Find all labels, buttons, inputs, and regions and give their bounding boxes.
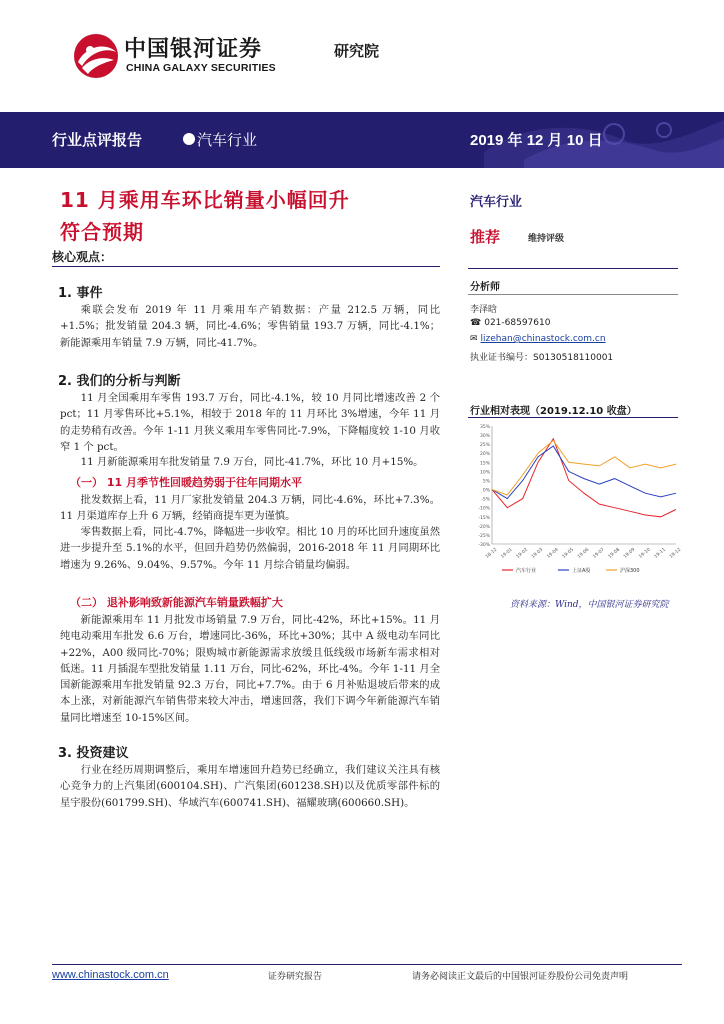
divider: [52, 266, 440, 267]
x-tick-label: 19-07: [592, 547, 606, 560]
legend-label: 沪深300: [620, 568, 640, 574]
license-number: 执业证书编号：S0130518110001: [470, 353, 614, 363]
paragraph-investment: 行业在经历周期调整后，乘用车增速回升趋势已经确立，我们建议关注具有核心竞争力的上汽集团(600104.SH)、广汽集团(601238.SH)以及优质零部件标的星宇股份(601799.SH)、华域汽车(600741.SH)、福耀玻璃(600660.SH)。: [60, 764, 440, 809]
y-tick-label: -20%: [478, 524, 490, 530]
x-tick-label: 19-09: [623, 547, 637, 560]
report-date: 2019 年 12 月 10 日: [470, 132, 603, 149]
footer-divider: [52, 964, 682, 965]
rating-badge: 推荐: [470, 228, 501, 246]
y-tick-label: 15%: [479, 461, 490, 467]
footer-website-link[interactable]: www.chinastock.com.cn: [52, 969, 169, 981]
analyst-label: 分析师: [470, 282, 500, 293]
brand-logo: [72, 30, 402, 82]
report-type: 行业点评报告: [52, 131, 143, 149]
report-banner: [0, 112, 724, 168]
paragraph-nev-detail: 新能源乘用车 11 月批发市场销量 7.9 万台，同比-42%，环比+15%。11 月纯电动乘用车批发 6.6 万台，增速同比-36%，环比+30%；其中 A 级电动车同比+22%，A00 级同比-70%；限购城市新能源需求放缓且低线级市场新车需求相对低迷。11 月插混车型批发销量 1.11 万台，同比-62%，环比-4%。今年 1-11 月全国新能源乘用车批发销量 92.3 万台，同比+7.7%。由于 6 月补贴退坡后带来的成本上涨，对新能源汽车销售带来较大冲击，增速回落，我们下调今年新能源汽车销量同比增速至 10-15%区间。: [60, 614, 440, 724]
y-tick-label: 10%: [479, 470, 490, 476]
y-tick-label: 0%: [482, 488, 490, 494]
series-line: [492, 446, 676, 499]
analyst-email: [470, 334, 606, 344]
relative-performance-chart: [470, 420, 682, 580]
divider: [468, 268, 678, 269]
y-tick-label: -15%: [478, 515, 490, 521]
divider: [468, 417, 678, 418]
email-icon: ✉: [470, 334, 478, 344]
report-title-line2: 符合预期: [60, 220, 144, 244]
phone-number: 021-68597610: [484, 318, 551, 328]
y-tick-label: 5%: [482, 479, 490, 485]
y-tick-label: -25%: [478, 533, 490, 539]
x-tick-label: 19-04: [546, 547, 560, 560]
banner-industry: 汽车行业: [197, 131, 258, 149]
phone-icon: ☎: [470, 318, 482, 328]
paragraph-nev-summary: 11 月新能源乘用车批发销量 7.9 万台，同比-41.7%，环比 10 月+15%。: [80, 456, 424, 468]
y-tick-label: 30%: [479, 434, 490, 440]
chart-source: 资料来源：Wind，中国银河证券研究院: [510, 600, 669, 610]
y-tick-label: -30%: [478, 543, 490, 548]
x-tick-label: 19-12: [669, 547, 682, 560]
paragraph-retail: 11 月全国乘用车零售 193.7 万台，同比-4.1%，较 10 月同比增速改善 2 个 pct；11 月零售环比+5.1%，相较于 2018 年的 11 月环比 3%增速，今年 11 月的走势稍有改善。今年 1-11 月狭义乘用车零售同比-7.9%，下降幅度较 1-10 月收窄 1 个 pct。: [60, 392, 440, 453]
analyst-name: 李泽晗: [470, 305, 498, 315]
divider: [468, 294, 678, 295]
y-tick-label: 20%: [479, 452, 490, 458]
x-tick-label: 19-03: [531, 547, 545, 560]
logo-english-name: CHINA GALAXY SECURITIES: [126, 62, 276, 74]
x-tick-label: 19-05: [561, 547, 575, 560]
series-line: [492, 441, 676, 496]
section-heading-analysis: 2. 我们的分析与判断: [58, 374, 181, 389]
legend-label: 上证A股: [572, 568, 591, 574]
paragraph-event: 乘联会发布 2019 年 11 月乘用车产销数据：产量 212.5 万辆，同比+1.5%；批发销量 204.3 辆，同比-4.6%；零售销量 193.7 万辆，同比-4.1%；新能源乘用车销量 7.9 万辆，同比-41.7%。: [60, 304, 440, 349]
performance-title: 行业相对表现（2019.12.10 收盘）: [470, 406, 637, 417]
section-heading-event: 1. 事件: [58, 286, 103, 301]
section-heading-investment: 3. 投资建议: [58, 746, 129, 761]
subheading-subsidy: （二） 退补影响致新能源汽车销量跌幅扩大: [70, 596, 283, 609]
footer-disclaimer: 请务必阅读正文最后的中国银河证券股份公司免责声明: [412, 972, 629, 982]
analyst-phone: [470, 318, 550, 328]
paragraph-retail-data: 零售数据上看，同比-4.7%，降幅进一步收窄。相比 10 月的环比回升速度虽然进一步提升至 5.1%的水平，但回升趋势仍然偏弱，2016-2018 年 11 月同期环比增速为 9.26%、9.04%、9.57%。今年 11 月综合销量均偏弱。: [60, 526, 440, 571]
x-tick-label: 19-01: [500, 547, 514, 560]
y-tick-label: -5%: [481, 497, 490, 503]
email-link[interactable]: lizehan@chinastock.com.cn: [480, 334, 606, 344]
rating-note: 维持评级: [528, 234, 565, 244]
subheading-seasonal: （一） 11 月季节性回暖趋势弱于往年同期水平: [70, 476, 302, 489]
x-tick-label: 19-06: [577, 547, 591, 560]
x-tick-label: 19-11: [653, 547, 667, 560]
x-tick-label: 19-10: [638, 547, 652, 560]
footer-report-type: 证券研究报告: [268, 972, 323, 982]
paragraph-wholesale: 批发数据上看，11 月厂家批发销量 204.3 万辆，同比-4.6%，环比+7.3%。11 月渠道库存上升 6 万辆，经销商提车更为谨慎。: [60, 494, 440, 523]
y-tick-label: -10%: [478, 506, 490, 512]
x-tick-label: 19-08: [607, 547, 621, 560]
bullet-icon: [183, 133, 195, 145]
y-tick-label: 25%: [479, 443, 490, 449]
sidebar-industry: 汽车行业: [470, 195, 523, 210]
x-tick-label: 18-12: [485, 547, 499, 560]
series-line: [492, 439, 676, 517]
galaxy-logo-icon: [72, 32, 120, 80]
x-tick-label: 19-02: [515, 547, 529, 560]
report-title-line1: 11 月乘用车环比销量小幅回升: [60, 188, 350, 212]
logo-chinese-name: 中国银河证券: [124, 37, 263, 62]
institute-label: 研究院: [334, 42, 380, 60]
legend-label: 汽车行业: [516, 568, 537, 574]
y-tick-label: 35%: [479, 425, 490, 430]
core-views-label: 核心观点：: [52, 250, 113, 264]
